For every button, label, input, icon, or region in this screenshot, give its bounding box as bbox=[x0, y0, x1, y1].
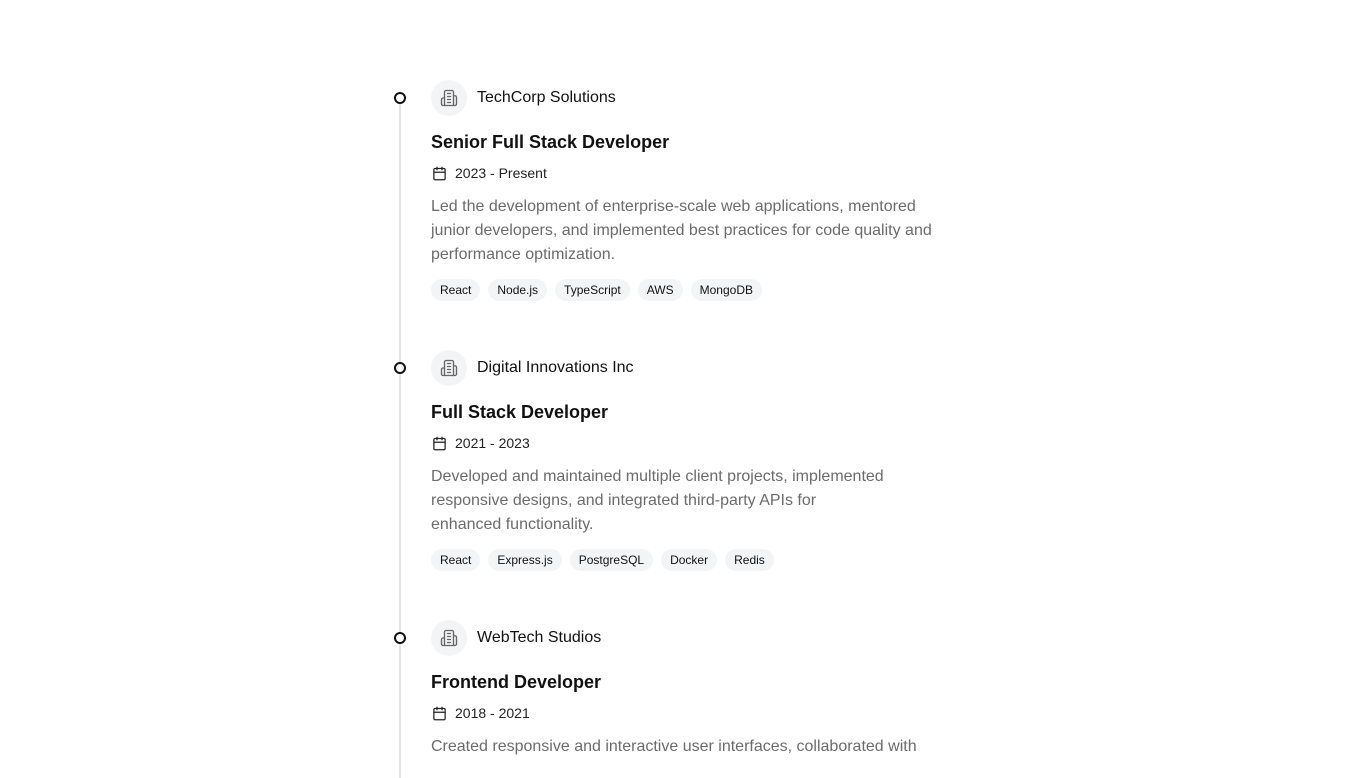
skill-tag: PostgreSQL bbox=[570, 549, 653, 571]
timeline-entry bbox=[431, 620, 991, 759]
description-line: Developed and maintained multiple client projects, implemented bbox=[431, 468, 884, 485]
skill-tag: AWS bbox=[638, 279, 683, 301]
company-name: Digital Innovations Inc bbox=[477, 359, 634, 376]
description-line: Led the development of enterprise-scale web applications, mentored bbox=[431, 198, 916, 215]
company-row bbox=[431, 80, 991, 116]
skill-tag: Express.js bbox=[488, 549, 561, 571]
company-row bbox=[431, 350, 991, 386]
description-line: responsive designs, and integrated third-party APIs for bbox=[431, 492, 817, 509]
skill-tag: React bbox=[431, 279, 480, 301]
timeline-entry bbox=[431, 80, 991, 301]
period-row bbox=[431, 163, 991, 183]
job-title: Full Stack Developer bbox=[431, 402, 609, 422]
description-line: enhanced functionality. bbox=[431, 516, 594, 533]
job-description bbox=[431, 735, 976, 759]
job-period: 2021 - 2023 bbox=[455, 435, 530, 451]
description-line: junior developers, and implemented best practices for code quality and bbox=[431, 222, 932, 239]
company-row bbox=[431, 620, 991, 656]
skill-tag: Docker bbox=[661, 549, 717, 571]
period-row bbox=[431, 433, 991, 453]
job-description bbox=[431, 195, 976, 267]
skill-tag: Node.js bbox=[488, 279, 547, 301]
timeline-entry bbox=[431, 350, 991, 571]
company-name: WebTech Studios bbox=[477, 629, 602, 646]
calendar-icon bbox=[431, 435, 447, 451]
job-period: 2018 - 2021 bbox=[455, 705, 530, 721]
skill-tag: React bbox=[431, 549, 480, 571]
building-icon bbox=[431, 80, 467, 116]
skill-tags bbox=[431, 549, 991, 571]
timeline-line bbox=[399, 98, 401, 778]
timeline-dot bbox=[394, 632, 406, 644]
timeline-dot bbox=[394, 362, 406, 374]
skill-tags bbox=[431, 279, 991, 301]
skill-tag: TypeScript bbox=[555, 279, 630, 301]
job-title: Frontend Developer bbox=[431, 672, 602, 692]
building-icon bbox=[431, 620, 467, 656]
job-description bbox=[431, 465, 976, 537]
calendar-icon bbox=[431, 165, 447, 181]
description-line: Created responsive and interactive user interfaces, collaborated with bbox=[431, 738, 917, 755]
building-icon bbox=[431, 350, 467, 386]
job-period: 2023 - Present bbox=[455, 165, 547, 181]
timeline-dot bbox=[394, 92, 406, 104]
calendar-icon bbox=[431, 705, 447, 721]
description-line: performance optimization. bbox=[431, 246, 616, 263]
job-title: Senior Full Stack Developer bbox=[431, 132, 670, 152]
company-name: TechCorp Solutions bbox=[477, 89, 616, 106]
skill-tag: MongoDB bbox=[691, 279, 762, 301]
period-row bbox=[431, 703, 991, 723]
skill-tag: Redis bbox=[725, 549, 774, 571]
